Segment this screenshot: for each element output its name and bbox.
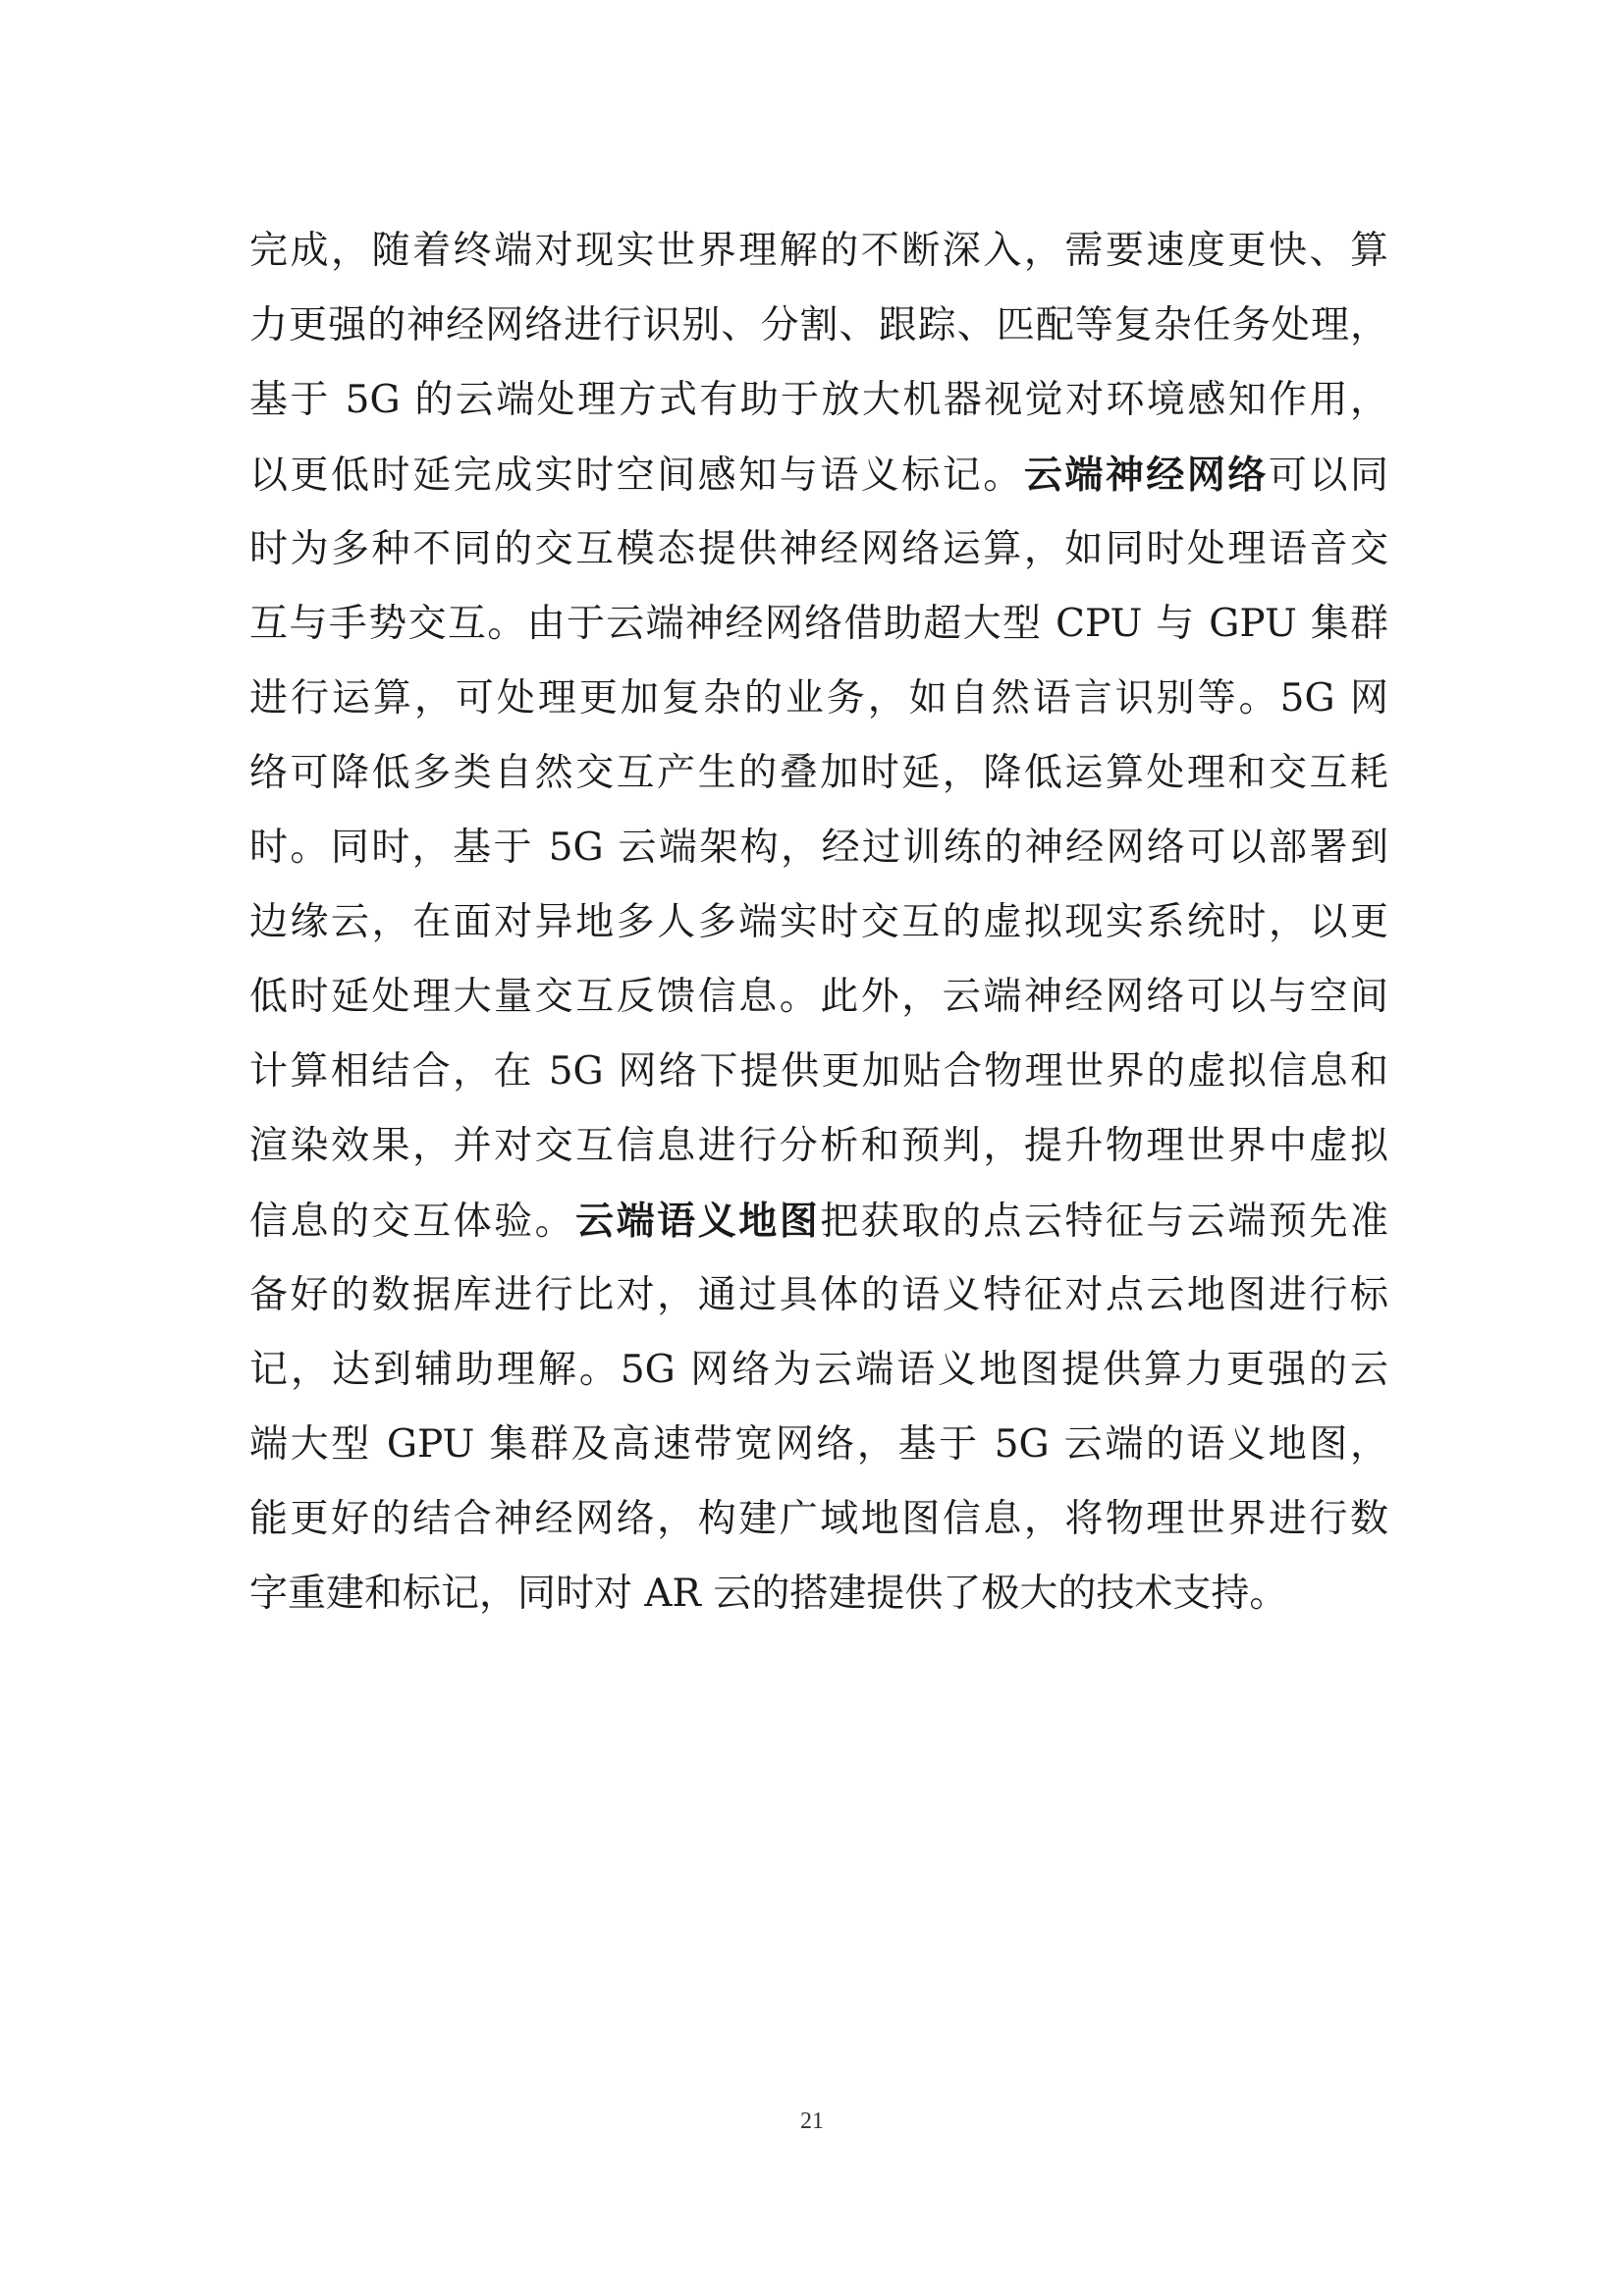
text-line: [249, 363, 1388, 438]
text-segment: 能更好的结合神经网络，构建广域地图信息，将物理世界进行数: [249, 1497, 1388, 1541]
text-segment: 边缘云，在面对异地多人多端实时交互的虚拟现实系统时，以更: [249, 900, 1388, 944]
text-segment: 把获取的点云特征与云端预先准: [820, 1200, 1388, 1244]
bold-term: 云端语义地图: [575, 1199, 821, 1244]
text-segment: 时为多种不同的交互模态提供神经网络运算，如同时处理语音交: [249, 527, 1388, 571]
text-line: [249, 736, 1388, 811]
text-line: [249, 587, 1388, 662]
text-line: [249, 438, 1388, 512]
text-line: [249, 1482, 1388, 1557]
text-line: [249, 214, 1388, 289]
text-segment: 渲染效果，并对交互信息进行分析和预判，提升物理世界中虚拟: [249, 1124, 1388, 1168]
text-line: [249, 811, 1388, 885]
page-number: 21: [800, 2109, 824, 2134]
text-segment: 信息的交互体验。: [249, 1200, 576, 1244]
text-segment: 低时延处理大量交互反馈信息。此外，云端神经网络可以与空间: [249, 975, 1388, 1019]
text-segment: 可以同: [1268, 454, 1388, 498]
text-segment: 字重建和标记，同时对 AR 云的搭建提供了极大的技术支持。: [249, 1572, 1288, 1616]
text-line: [249, 1035, 1388, 1109]
text-segment: 备好的数据库进行比对，通过具体的语义特征对点云地图进行标: [249, 1273, 1388, 1317]
text-segment: 记，达到辅助理解。5G 网络为云端语义地图提供算力更强的云: [249, 1348, 1388, 1392]
text-line: [249, 1557, 1388, 1631]
text-line: [249, 1109, 1388, 1184]
text-line: [249, 1408, 1388, 1482]
text-line: [249, 512, 1388, 587]
text-segment: 端大型 GPU 集群及高速带宽网络，基于 5G 云端的语义地图，: [249, 1422, 1388, 1467]
text-segment: 力更强的神经网络进行识别、分割、跟踪、匹配等复杂任务处理，: [249, 303, 1388, 347]
text-segment: 计算相结合，在 5G 网络下提供更加贴合物理世界的虚拟信息和: [249, 1049, 1388, 1094]
text-segment: 互与手势交互。由于云端神经网络借助超大型 CPU 与 GPU 集群: [249, 602, 1388, 646]
text-segment: 基于 5G 的云端处理方式有助于放大机器视觉对环境感知作用，: [249, 378, 1388, 422]
text-line: [249, 1333, 1388, 1408]
text-line: [249, 1184, 1388, 1258]
text-line: [249, 289, 1388, 363]
text-segment: 络可降低多类自然交互产生的叠加时延，降低运算处理和交互耗: [249, 751, 1388, 795]
text-segment: 时。同时，基于 5G 云端架构，经过训练的神经网络可以部署到: [249, 826, 1388, 870]
text-line: [249, 662, 1388, 736]
bold-term: 云端神经网络: [1023, 453, 1269, 498]
text-segment: 以更低时延完成实时空间感知与语义标记。: [249, 454, 1024, 498]
text-segment: 进行运算，可处理更加复杂的业务，如自然语言识别等。5G 网: [249, 676, 1388, 721]
text-line: [249, 960, 1388, 1035]
text-line: [249, 885, 1388, 960]
text-segment: 完成，随着终端对现实世界理解的不断深入，需要速度更快、算: [249, 229, 1388, 273]
text-line: [249, 1258, 1388, 1333]
body-text: [249, 214, 1388, 1631]
